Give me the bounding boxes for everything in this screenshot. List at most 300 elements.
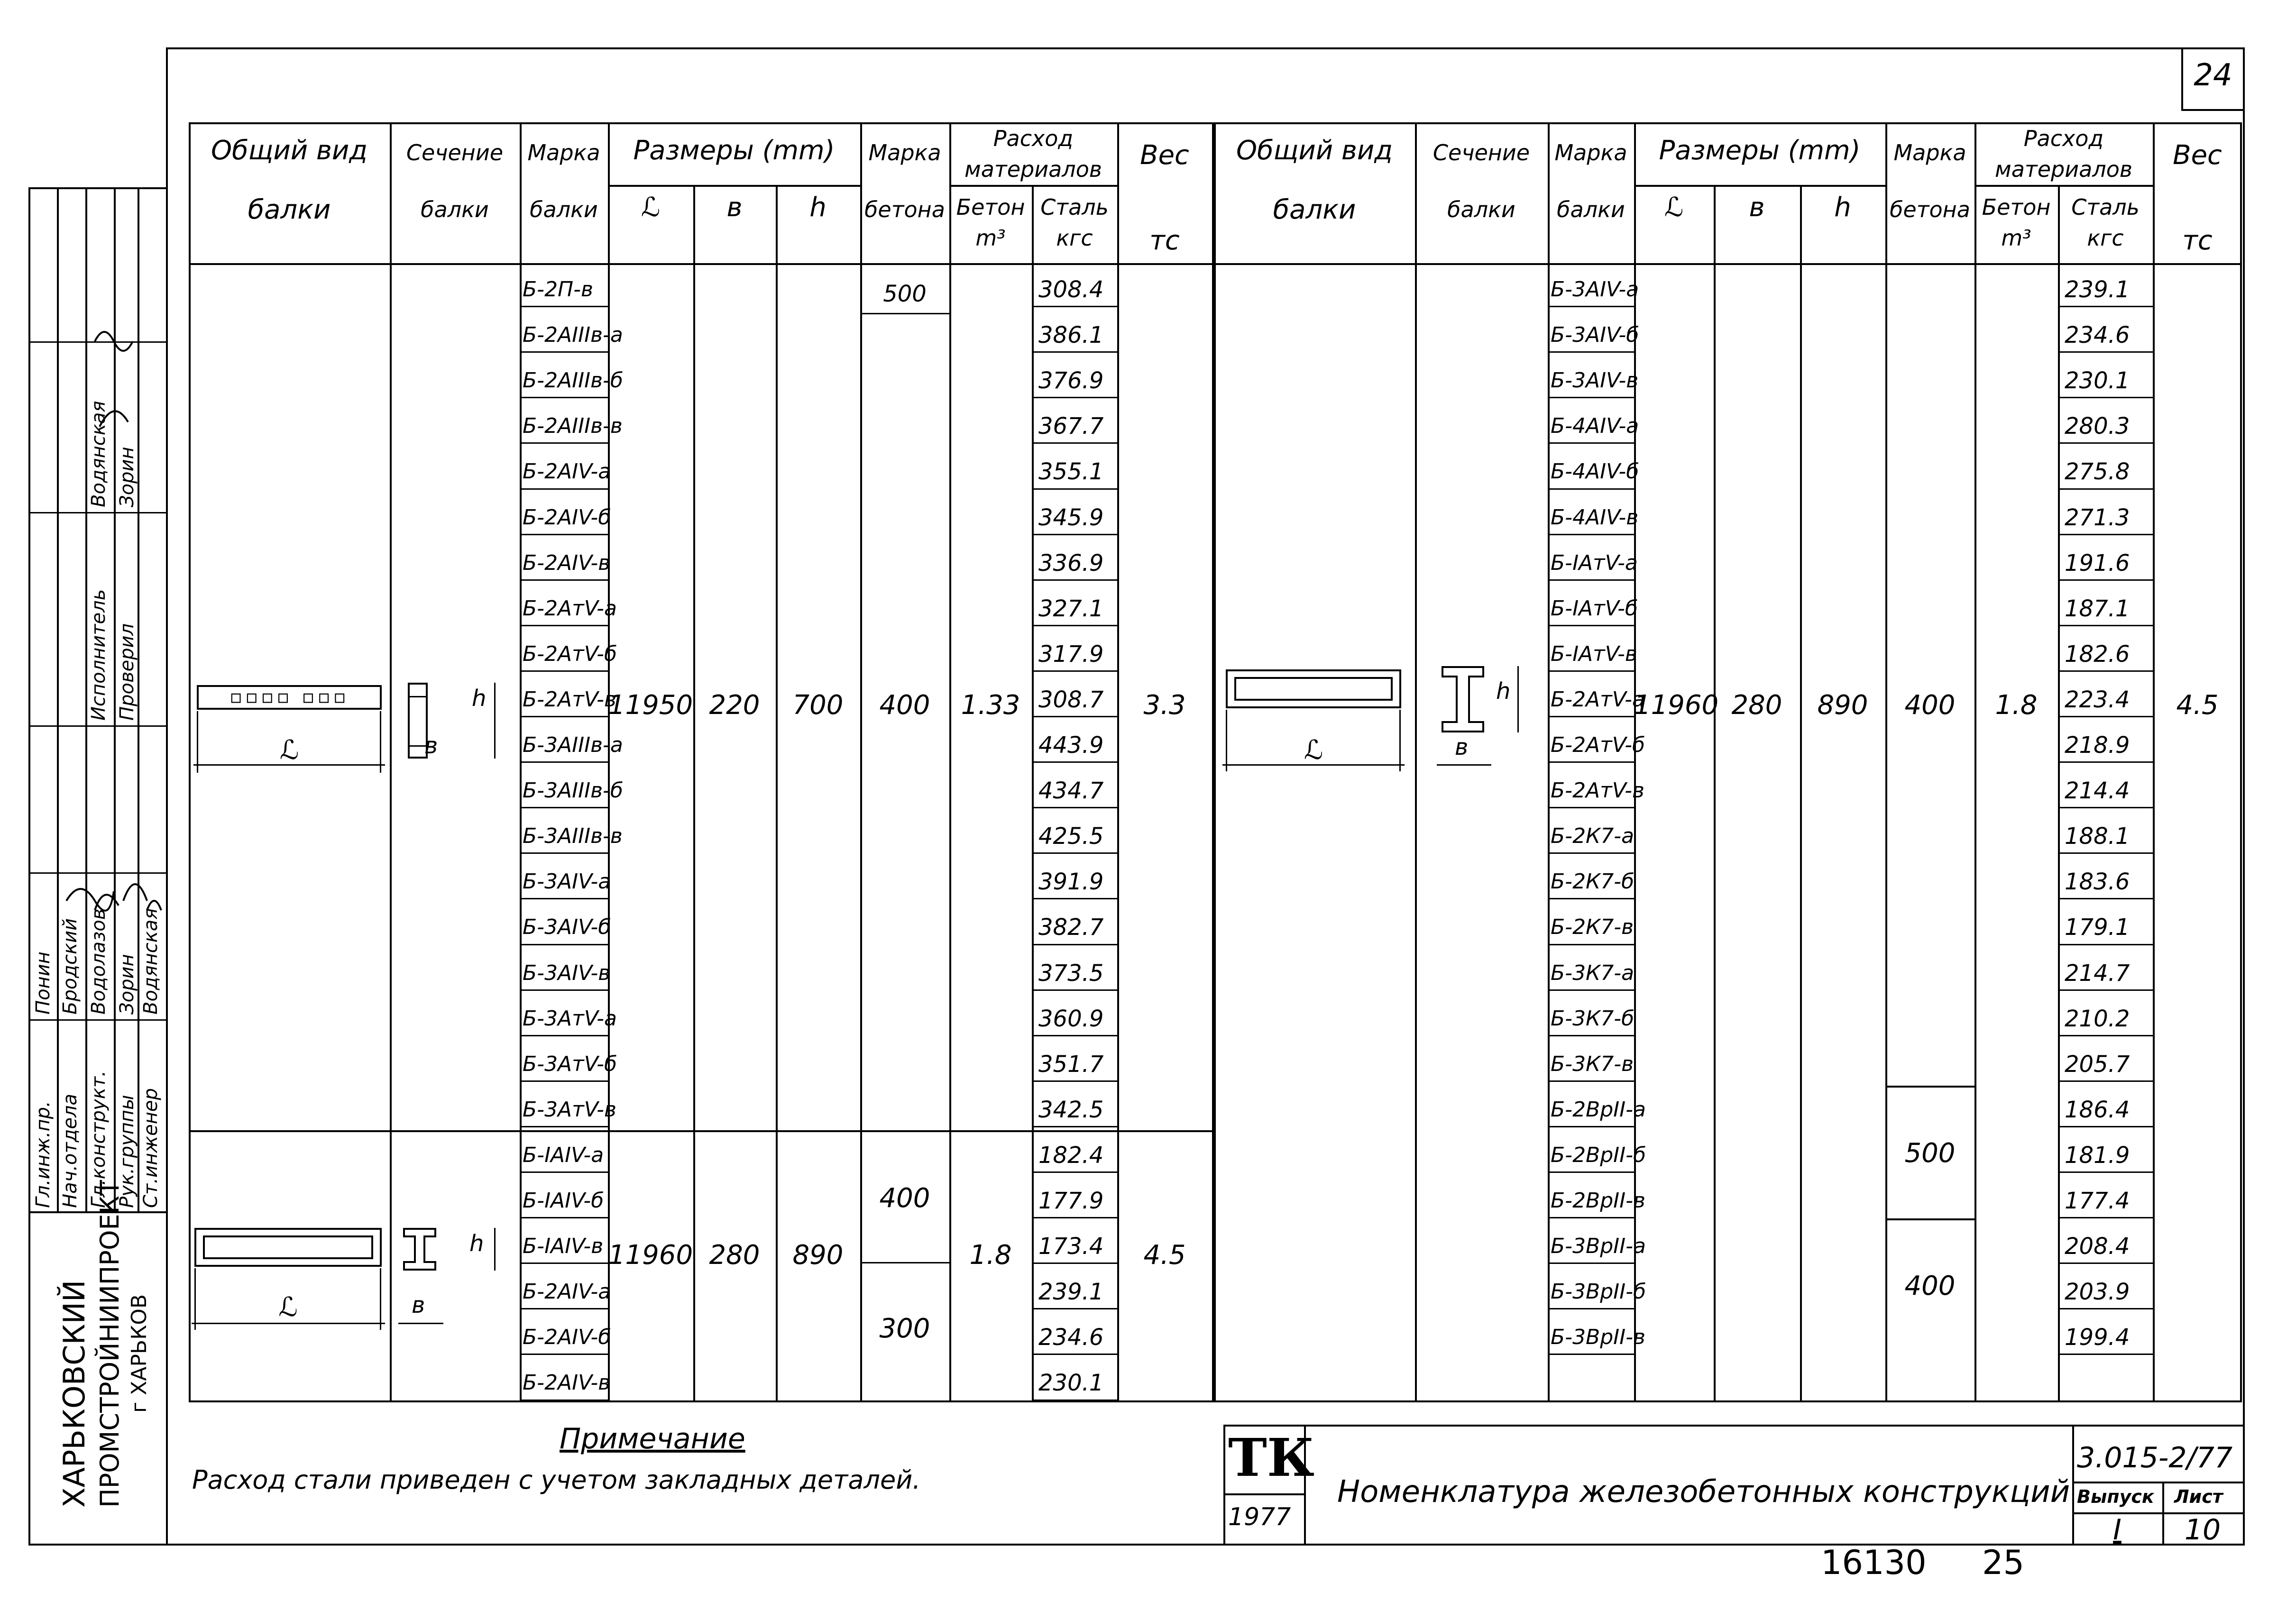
row-line: [2058, 1035, 2153, 1036]
hdr-weight-1: Вес: [2173, 140, 2222, 171]
row-line: [2058, 1080, 2153, 1082]
mark-cell: Б-2АIV-а: [523, 459, 611, 484]
mark-cell: Б-3К7-а: [1551, 961, 1635, 985]
mark-cell: Б-3АIV-а: [523, 869, 611, 894]
row-line: [2058, 761, 2153, 763]
steel-cell: 188.1: [2065, 823, 2130, 850]
header-sub-line: [1975, 185, 2153, 187]
mark-cell: Б-3АIIIв-а: [523, 733, 623, 757]
col-line: [1975, 122, 1976, 1402]
mark-cell: Б-2АтV-б: [1551, 733, 1645, 757]
sheet-value: 10: [2184, 1513, 2221, 1546]
hdr-size-b: в: [726, 192, 743, 223]
hdr-mark-2: балки: [530, 197, 598, 222]
i-beam-section: [403, 1228, 436, 1271]
row-line: [1548, 944, 1634, 945]
g1-grade-top: 500: [883, 281, 927, 307]
row-line: [2058, 579, 2153, 581]
mark-cell: Б-4АIV-а: [1551, 414, 1639, 439]
frame-right: [2243, 47, 2245, 1546]
row-line: [1548, 1080, 1634, 1082]
mark-cell: Б-2К7-в: [1551, 915, 1634, 940]
row-line: [520, 1035, 608, 1036]
g1-weight: 3.3: [1143, 690, 1186, 721]
hdr-weight-2: тс: [1149, 225, 1180, 256]
stamp-name: Зорин: [116, 954, 138, 1015]
row-line: [2058, 1308, 2153, 1309]
steel-cell: 308.7: [1038, 686, 1104, 713]
steel-cell: 239.1: [1038, 1279, 1104, 1306]
steel-cell: 239.1: [2065, 276, 2130, 303]
r-weight: 4.5: [2176, 690, 2219, 721]
steel-cell: 355.1: [1038, 458, 1104, 485]
row-line: [1548, 1126, 1634, 1127]
note-title: Примечание: [560, 1422, 745, 1455]
steel-cell: 271.3: [2065, 504, 2130, 531]
row-line: [2058, 1263, 2153, 1264]
mark-cell: Б-2АIV-б: [523, 505, 611, 530]
col-line: [1117, 122, 1119, 1402]
mark-cell: Б-3ВрII-в: [1551, 1325, 1645, 1350]
col-line: [1885, 122, 1887, 1402]
mark-cell: Б-3АIV-в: [1551, 368, 1639, 393]
row-line: [520, 716, 608, 717]
steel-cell: 177.9: [1038, 1188, 1104, 1214]
row-line: [1548, 625, 1634, 626]
mark-cell: Б-2АIV-в: [523, 1371, 611, 1395]
row-line: [2058, 1126, 2153, 1127]
grade-separator: [1885, 1218, 1975, 1220]
g2-height: 890: [792, 1240, 844, 1271]
row-line: [1032, 442, 1117, 444]
document-code: 3.015-2/77: [2077, 1441, 2233, 1474]
section-b-label: в: [424, 732, 438, 759]
hdr-grade-2: бетона: [1890, 197, 1970, 222]
mark-cell: Б-3АIV-б: [1551, 323, 1639, 348]
org-name-3: г ХАРЬКОВ: [127, 1294, 151, 1413]
row-line: [520, 579, 608, 581]
steel-cell: 205.7: [2065, 1051, 2130, 1078]
steel-cell: 386.1: [1038, 322, 1104, 349]
section-flange: [408, 696, 428, 697]
mark-cell: Б-IАтV-а: [1551, 550, 1638, 575]
title-block-line: [2072, 1482, 2243, 1483]
row-line: [2058, 442, 2153, 444]
col-line: [608, 122, 610, 1402]
steel-cell: 218.9: [2065, 732, 2130, 759]
row-line: [1032, 1035, 1117, 1036]
steel-cell: 327.1: [1038, 595, 1104, 622]
col-line: [949, 122, 951, 1402]
steel-cell: 234.6: [2065, 322, 2130, 349]
stamp-line: [28, 1019, 166, 1021]
issue-label: Выпуск: [2077, 1486, 2154, 1507]
mark-cell: Б-3АIV-в: [523, 961, 611, 985]
row-line: [520, 625, 608, 626]
dim-tick: [494, 1228, 496, 1271]
mark-cell: Б-IАIV-в: [523, 1234, 604, 1259]
mark-cell: Б-IАтV-б: [1551, 596, 1638, 621]
row-line: [520, 397, 608, 398]
steel-cell: 179.1: [2065, 914, 2130, 941]
hdr-concrete-1: Бетон: [1982, 194, 2051, 220]
row-line: [2058, 306, 2153, 307]
dim-line: [1437, 764, 1491, 766]
row-line: [520, 1400, 608, 1401]
row-line: [520, 1171, 608, 1173]
row-line: [520, 534, 608, 535]
hdr-steel-1: Сталь: [1040, 194, 1109, 220]
issue-value: I: [2113, 1513, 2122, 1546]
col-line: [1714, 185, 1716, 1402]
steel-cell: 191.6: [2065, 549, 2130, 576]
hdr-grade-2: бетона: [864, 197, 945, 222]
row-line: [1032, 807, 1117, 808]
steel-cell: 434.7: [1038, 778, 1104, 805]
mark-cell: Б-2АIV-б: [523, 1325, 611, 1350]
hdr-general-view-1: Общий вид: [211, 135, 368, 166]
mark-cell: Б-2ВрII-б: [1551, 1143, 1646, 1167]
row-line: [2058, 397, 2153, 398]
row-line: [1032, 1171, 1117, 1173]
row-line: [1548, 898, 1634, 899]
steel-cell: 360.9: [1038, 1005, 1104, 1032]
hdr-weight-1: Вес: [1140, 140, 1189, 171]
steel-cell: 173.4: [1038, 1233, 1104, 1260]
steel-cell: 181.9: [2065, 1142, 2130, 1169]
hdr-general-view-1: Общий вид: [1236, 135, 1393, 166]
section-b-label: в: [1455, 734, 1469, 760]
dim-line: [398, 1323, 443, 1324]
row-line: [2058, 898, 2153, 899]
mark-cell: Б-3АтV-в: [523, 1097, 616, 1122]
steel-cell: 182.6: [2065, 640, 2130, 668]
mark-cell: Б-2АIIIв-б: [523, 368, 624, 393]
hdr-sizes: Размеры (mm): [1659, 135, 1861, 166]
row-line: [1548, 351, 1634, 353]
group-separator: [189, 1130, 1212, 1132]
row-line: [2058, 1354, 2153, 1355]
g2-length: 11960: [608, 1240, 693, 1271]
mark-cell: Б-3ВрII-б: [1551, 1280, 1646, 1304]
mark-cell: Б-3ВрII-а: [1551, 1234, 1646, 1259]
mark-cell: Б-3АIV-а: [1551, 277, 1639, 302]
mark-cell: Б-2ВрII-а: [1551, 1097, 1646, 1122]
hdr-mark-1: Марка: [527, 140, 600, 165]
row-line: [520, 1217, 608, 1218]
row-line: [1032, 625, 1117, 626]
mark-cell: Б-2К7-б: [1551, 869, 1635, 894]
mark-cell: Б-2АIV-в: [523, 550, 611, 575]
hdr-section-1: Сечение: [1433, 140, 1530, 165]
steel-cell: 275.8: [2065, 458, 2130, 485]
row-line: [1032, 1354, 1117, 1355]
stamp-name: Водянская: [140, 908, 162, 1015]
mark-cell: Б-2АIIIв-а: [523, 323, 623, 348]
g2-grade-a: 400: [879, 1183, 930, 1214]
col-line: [2153, 122, 2155, 1402]
steel-cell: 345.9: [1038, 504, 1104, 531]
mark-cell: Б-3АIIIв-в: [523, 824, 623, 849]
steel-cell: 391.9: [1038, 869, 1104, 896]
grade-separator: [1885, 1086, 1975, 1088]
row-line: [520, 989, 608, 991]
hdr-general-view-2: балки: [248, 194, 331, 225]
hdr-size-l: ℒ: [641, 192, 661, 223]
mark-cell: Б-3К7-б: [1551, 1006, 1635, 1031]
r-grade-b: 500: [1904, 1138, 1956, 1169]
stamp-role: Гл.инж.пр.: [32, 1101, 54, 1208]
hdr-weight-2: тс: [2182, 225, 2213, 256]
section-h-label: h: [469, 1230, 484, 1257]
hdr-size-h: h: [1834, 192, 1851, 223]
row-line: [2058, 944, 2153, 945]
stamp-role: Нач.отдела: [59, 1093, 81, 1208]
frame-top: [166, 47, 2243, 49]
row-line: [1032, 306, 1117, 307]
row-line: [1548, 989, 1634, 991]
row-line: [520, 944, 608, 945]
row-line: [1032, 488, 1117, 490]
row-line: [520, 761, 608, 763]
row-line: [1032, 944, 1117, 945]
r-width: 280: [1731, 690, 1782, 721]
steel-cell: 214.4: [2065, 778, 2130, 805]
col-line: [1032, 185, 1034, 1402]
steel-cell: 210.2: [2065, 1005, 2130, 1032]
row-line: [1032, 1308, 1117, 1309]
hdr-steel-1: Сталь: [2071, 194, 2140, 220]
stamp-role: Исполнитель: [88, 589, 110, 721]
mark-cell: Б-IАIV-а: [523, 1143, 604, 1167]
row-line: [520, 1308, 608, 1309]
beam-plan-inner: [203, 1235, 373, 1259]
row-line: [1548, 534, 1634, 535]
row-line: [2058, 534, 2153, 535]
mark-cell: Б-2АтV-в: [1551, 778, 1644, 803]
row-line: [520, 898, 608, 899]
row-line: [520, 1126, 608, 1127]
row-line: [1548, 852, 1634, 854]
hdr-size-l: ℒ: [1664, 192, 1684, 223]
row-line: [1032, 852, 1117, 854]
row-line: [1548, 807, 1634, 808]
mark-cell: Б-IАтV-в: [1551, 641, 1637, 666]
mark-cell: Б-2ВрII-в: [1551, 1189, 1645, 1213]
steel-cell: 199.4: [2065, 1324, 2130, 1351]
mark-cell: Б-2П-в: [523, 277, 593, 302]
steel-cell: 308.4: [1038, 276, 1104, 303]
dim-line: [192, 1323, 385, 1324]
stamp-role: Проверил: [116, 623, 138, 721]
row-line: [2058, 1171, 2153, 1173]
hdr-consumption-1: Расход: [993, 126, 1074, 151]
row-line: [1032, 670, 1117, 672]
sheet-number: 24: [2194, 58, 2232, 93]
row-line: [520, 1080, 608, 1082]
steel-cell: 336.9: [1038, 549, 1104, 576]
col-line: [1415, 122, 1417, 1402]
g1-height: 700: [792, 690, 844, 721]
hdr-concrete-1: Бетон: [956, 194, 1025, 220]
row-line: [2058, 351, 2153, 353]
hdr-grade-1: Марка: [868, 140, 941, 165]
hdr-grade-1: Марка: [1893, 140, 1966, 165]
header-sub-line: [949, 185, 1117, 187]
r-grade-c: 400: [1904, 1271, 1956, 1301]
halves-divider: [1212, 122, 1216, 1402]
row-line: [1548, 1217, 1634, 1218]
row-line: [520, 306, 608, 307]
row-line: [1548, 761, 1634, 763]
row-line: [2058, 807, 2153, 808]
steel-cell: 342.5: [1038, 1096, 1104, 1123]
plan-dim-label: ℒ: [278, 1292, 298, 1323]
year: 1977: [1228, 1503, 1291, 1531]
beam-plan-inner: [1234, 677, 1393, 701]
row-line: [2058, 852, 2153, 854]
col-line: [2058, 185, 2060, 1402]
g1-grade: 400: [879, 690, 930, 721]
row-line: [520, 351, 608, 353]
section-h-label: h: [472, 685, 487, 712]
row-line: [1548, 670, 1634, 672]
mark-cell: Б-3АтV-б: [523, 1052, 617, 1076]
header-sub-line: [1634, 185, 1885, 187]
hdr-steel-2: кгс: [2087, 225, 2124, 251]
g2-concrete: 1.8: [969, 1240, 1012, 1271]
hdr-concrete-2: m³: [2001, 225, 2031, 251]
hdr-consumption-1: Расход: [2023, 126, 2104, 151]
stamp-role: Гл.конструкт.: [88, 1070, 110, 1208]
col-line: [693, 185, 695, 1402]
g1-concrete: 1.33: [961, 690, 1020, 721]
g2-grade-b: 300: [879, 1313, 930, 1344]
mark-cell: Б-3АIV-б: [523, 915, 611, 940]
hdr-consumption-2: материалов: [1995, 156, 2132, 182]
row-line: [1548, 488, 1634, 490]
hdr-mark-1: Марка: [1554, 140, 1627, 165]
row-line: [520, 488, 608, 490]
note-text: Расход стали приведен с учетом закладных деталей.: [192, 1465, 921, 1495]
page-number: 25: [1982, 1543, 2025, 1582]
steel-cell: 177.4: [2065, 1188, 2130, 1214]
hdr-size-b: в: [1749, 192, 1765, 223]
steel-cell: 382.7: [1038, 914, 1104, 941]
steel-cell: 373.5: [1038, 960, 1104, 987]
hdr-concrete-2: m³: [975, 225, 1006, 251]
stamp-role: Ст.инженер: [140, 1088, 162, 1208]
col-line: [776, 185, 778, 1402]
steel-cell: 208.4: [2065, 1233, 2130, 1260]
steel-cell: 182.4: [1038, 1142, 1104, 1169]
hdr-size-h: h: [809, 192, 827, 223]
g1-grade-line: [860, 313, 949, 314]
frame-left: [166, 47, 168, 1546]
i-beam-section: [1442, 666, 1484, 732]
row-line: [2058, 716, 2153, 717]
section-h-label: h: [1496, 678, 1511, 704]
plan-dim-label: ℒ: [279, 735, 299, 766]
row-line: [1032, 761, 1117, 763]
steel-cell: 367.7: [1038, 413, 1104, 440]
header-sub-line: [608, 185, 860, 187]
row-line: [1032, 351, 1117, 353]
archive-number: 16130: [1821, 1543, 1927, 1582]
hdr-section-2: балки: [421, 197, 489, 222]
g2-grade-line: [860, 1262, 949, 1263]
mark-cell: Б-2АтV-а: [1551, 687, 1645, 712]
mark-cell: Б-3К7-в: [1551, 1052, 1634, 1076]
org-name-2: ПРОМСТРОЙНИИПРОЕКТ: [95, 1180, 125, 1508]
row-line: [1032, 1080, 1117, 1082]
steel-cell: 230.1: [2065, 367, 2130, 394]
dim-tick: [1517, 666, 1519, 732]
stamp-name: Водянская: [88, 401, 110, 507]
mark-cell: Б-IАIV-б: [523, 1189, 604, 1213]
stamp-name: Зорин: [116, 447, 138, 507]
r-length: 11960: [1634, 690, 1719, 721]
row-line: [520, 1263, 608, 1264]
mark-cell: Б-2К7-а: [1551, 824, 1635, 849]
steel-cell: 214.7: [2065, 960, 2130, 987]
row-line: [1032, 1126, 1117, 1127]
row-line: [1032, 579, 1117, 581]
signature-scribbles: [28, 190, 166, 1019]
row-line: [520, 807, 608, 808]
stamp-role: Рук.группы: [116, 1095, 138, 1208]
row-line: [1032, 989, 1117, 991]
steel-cell: 425.5: [1038, 823, 1104, 850]
row-line: [1032, 1263, 1117, 1264]
row-line: [1548, 579, 1634, 581]
row-line: [1548, 442, 1634, 444]
org-name-1: ХАРЬКОВСКИЙ: [57, 1280, 92, 1508]
row-line: [1032, 397, 1117, 398]
mark-cell: Б-4АIV-в: [1551, 505, 1639, 530]
row-line: [1548, 1263, 1634, 1264]
row-line: [1032, 1217, 1117, 1218]
g2-width: 280: [709, 1240, 760, 1271]
row-line: [2058, 1217, 2153, 1218]
row-line: [2058, 488, 2153, 490]
row-line: [1548, 1354, 1634, 1355]
hdr-section-1: Сечение: [406, 140, 504, 165]
hdr-general-view-2: балки: [1273, 194, 1356, 225]
mark-cell: Б-3АIIIв-б: [523, 778, 624, 803]
steel-cell: 223.4: [2065, 686, 2130, 713]
mark-cell: Б-2АтV-б: [523, 641, 617, 666]
stamp-name: Водолазов: [88, 908, 110, 1015]
row-line: [1548, 1035, 1634, 1036]
steel-cell: 187.1: [2065, 595, 2130, 622]
g1-width: 220: [709, 690, 760, 721]
logo-tk: ТК: [1228, 1427, 1314, 1488]
steel-cell: 186.4: [2065, 1096, 2130, 1123]
row-line: [1548, 397, 1634, 398]
row-line: [2058, 989, 2153, 991]
row-line: [1032, 534, 1117, 535]
hdr-mark-2: балки: [1557, 197, 1625, 222]
row-line: [520, 1354, 608, 1355]
hdr-section-2: балки: [1447, 197, 1515, 222]
r-height: 890: [1817, 690, 1868, 721]
beam-plan-holes: ▫▫▫▫ ▫▫▫: [230, 686, 349, 708]
row-line: [1548, 306, 1634, 307]
steel-cell: 203.9: [2065, 1279, 2130, 1306]
r-concrete: 1.8: [1995, 690, 2038, 721]
mark-cell: Б-3АтV-а: [523, 1006, 617, 1031]
